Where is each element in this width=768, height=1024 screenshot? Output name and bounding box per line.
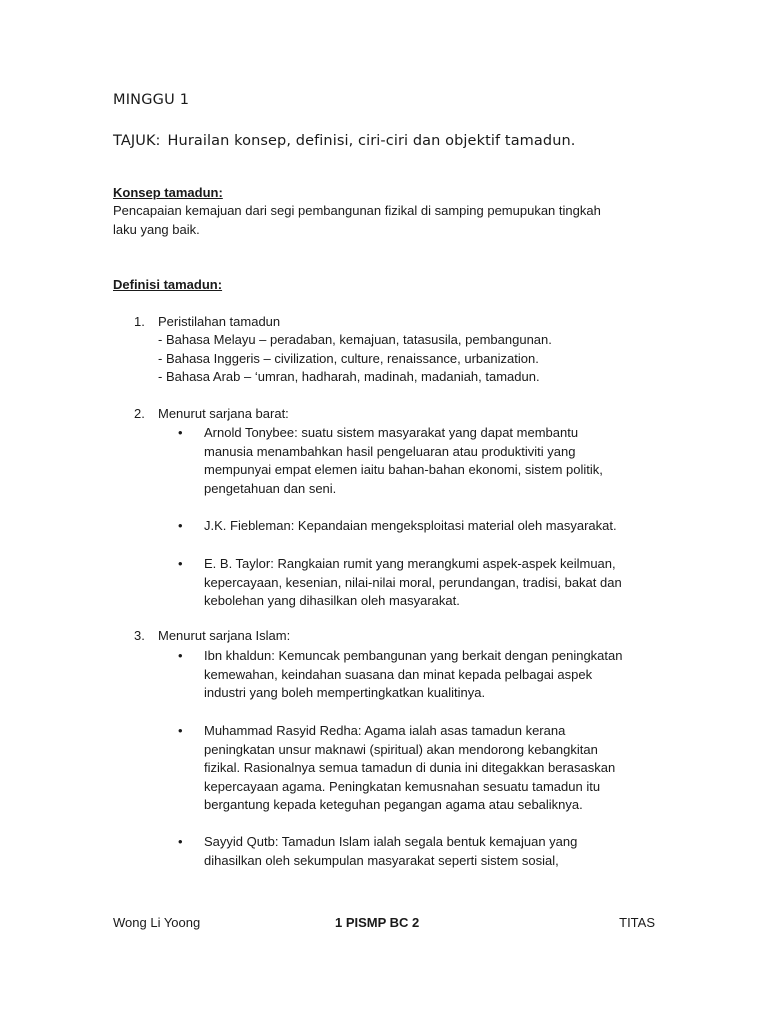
item-number: 3. [134,628,145,643]
term-line-english: - Bahasa Inggeris – civilization, culture, renaissance, urbanization. [158,350,539,366]
footer-author: Wong Li Yoong [113,915,201,930]
concept-body [113,202,653,239]
term-line-arabic: - Bahasa Arab – ‘umran, hadharah, madinah, madaniah, tamadun. [158,369,540,385]
topic-label: TAJUK: [113,133,161,149]
bullet-line: Arnold Tonybee: suatu sistem masyarakat yang dapat membantu [204,425,579,440]
term-line-malay: - Bahasa Melayu – peradaban, kemajuan, tatasusila, pembangunan. [158,332,552,347]
bullet-line: E. B. Taylor: Rangkaian rumit yang merangkumi aspek-aspek keilmuan, [204,556,616,571]
bullet-icon: • [178,425,183,440]
bullet-line: kebolehan yang dihasilkan oleh masyarakat. [204,593,460,609]
bullet-line: Sayyid Qutb: Tamadun Islam ialah segala bentuk kemajuan yang [204,834,578,849]
bullet-icon: • [178,834,183,849]
bullet-icon: • [178,518,183,533]
bullet-line: kepercayaan agama. Peningkatan kemusnahan sesuatu tamadun itu [204,778,601,794]
item-number: 2. [134,406,145,421]
topic-text: Hurailan konsep, definisi, ciri-ciri dan objektif tamadun. [167,133,576,149]
bullet-line: kepercayaan, kesenian, nilai-nilai moral, perundangan, tradisi, bakat dan [204,574,622,590]
concept-line: laku yang baik. [113,221,200,237]
bullet-line: bergantung kepada keteguhan pegangan agama atau sebaliknya. [204,797,583,813]
terms-list [158,331,552,387]
definition-heading: Definisi tamadun: [113,277,223,292]
bullet-line: fizikal. Rasionalnya semua tamadun di dunia ini ditegakkan berasaskan [204,760,616,776]
bullet-line: dihasilkan oleh sekumpulan masyarakat seperti sistem sosial, [204,852,559,868]
item-title: Menurut sarjana barat: [158,406,289,421]
bullet-line: kemewahan, keindahan suasana dan minat kepada pelbagai aspek [204,666,593,682]
bullet-line: Muhammad Rasyid Redha: Agama ialah asas tamadun kerana [204,723,566,738]
bullet-line: industri yang boleh mempertingkatkan kualitinya. [204,685,486,701]
week-title: MINGGU 1 [113,92,190,108]
concept-line: Pencapaian kemajuan dari segi pembangunan fizikal di samping pemupukan tingkah [113,203,601,218]
bullet-line: peningkatan unsur maknawi (spiritual) akan mendorong kebangkitan [204,741,598,757]
bullet-line: J.K. Fiebleman: Kepandaian mengeksploitasi material oleh masyarakat. [204,518,617,533]
bullet-icon: • [178,723,183,738]
page-footer [113,914,655,934]
item-title: Peristilahan tamadun [158,314,281,329]
bullet-line: Ibn khaldun: Kemuncak pembangunan yang berkait dengan peningkatan [204,648,623,663]
bullet-line: mempunyai empat elemen iaitu bahan-bahan ekonomi, sistem politik, [204,462,603,478]
bullet-icon: • [178,556,183,571]
item-title: Menurut sarjana Islam: [158,628,291,643]
bullet-line: manusia menambahkan hasil pengeluaran atau produktiviti yang [204,443,576,459]
footer-subject: TITAS [619,915,655,930]
topic-line [113,132,575,151]
item-number: 1. [134,314,145,329]
footer-class: 1 PISMP BC 2 [335,915,420,930]
concept-heading: Konsep tamadun: [113,185,223,200]
bullet-line: pengetahuan dan seni. [204,480,337,496]
bullet-icon: • [178,648,183,663]
